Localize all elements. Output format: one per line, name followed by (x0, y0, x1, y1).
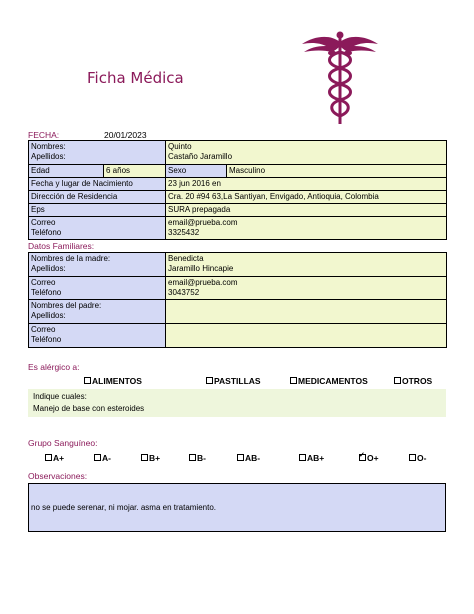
age-label: Edad (29, 165, 104, 178)
contact-value-cell (166, 217, 447, 240)
observations-value: no se puede serenar, ni mojar. asma en tratamiento. (31, 503, 216, 512)
mother-phone-value: 3043752 (168, 288, 200, 297)
address-label: Dirección de Residencia (29, 191, 166, 204)
allergy-option-medicamentos[interactable] (290, 376, 368, 386)
checkbox-icon[interactable] (290, 377, 297, 384)
fecha-value: 20/01/2023 (104, 130, 147, 140)
sex-label: Sexo (166, 165, 227, 178)
blood-option-label: B- (197, 453, 206, 463)
blood-option-label: O- (417, 453, 427, 463)
age-value: 6 años (104, 165, 166, 178)
allergy-which-label: Indique cuales: (33, 392, 87, 401)
blood-section-label: Grupo Sanguíneo: (28, 438, 98, 448)
father-surnames-label: Apellidos: (31, 311, 66, 320)
phone-value: 3325432 (168, 228, 200, 237)
mother-names-label: Nombres de la madre: (31, 254, 111, 263)
allergy-option-label: ALIMENTOS (92, 376, 142, 386)
family-table (28, 252, 447, 348)
checkbox-icon[interactable] (237, 454, 244, 461)
last-name-value: Castaño Jaramillo (168, 152, 233, 161)
blood-option-label: AB- (245, 453, 261, 463)
email-value: email@prueba.com (168, 218, 238, 227)
mother-contact-value-cell (166, 277, 447, 300)
checkbox-icon[interactable] (189, 454, 196, 461)
mother-last-name: Jaramillo Hincapie (168, 264, 234, 273)
checkbox-icon[interactable] (409, 454, 416, 461)
mother-contact-label-cell (29, 277, 166, 300)
checkbox-icon[interactable] (394, 377, 401, 384)
mother-email-value: email@prueba.com (168, 278, 238, 287)
father-contact-label-cell (29, 324, 166, 348)
blood-option-a-minus[interactable] (94, 453, 111, 463)
father-names-label: Nombres del padre: (31, 301, 102, 310)
email-label: Correo (31, 218, 56, 227)
eps-label: Eps (29, 204, 166, 217)
allergy-option-label: MEDICAMENTOS (298, 376, 368, 386)
checkbox-icon[interactable] (141, 454, 148, 461)
father-contact-value-cell (166, 324, 447, 348)
blood-option-ab-plus[interactable] (299, 453, 324, 463)
caduceus-icon (300, 30, 380, 128)
sex-value: Masculino (227, 165, 447, 178)
names-label: Nombres: (31, 142, 66, 151)
blood-option-label: A+ (53, 453, 65, 463)
checkbox-icon[interactable] (84, 377, 91, 384)
mother-email-label: Correo (31, 278, 56, 287)
first-name-value: Quinto (168, 142, 192, 151)
names-label-cell (29, 141, 166, 165)
allergy-which-value: Manejo de base con esteroides (33, 404, 145, 413)
father-label-cell (29, 300, 166, 324)
birth-label: Fecha y lugar de Nacimiento (29, 178, 166, 191)
allergy-option-label: PASTILLAS (214, 376, 261, 386)
blood-option-o-plus[interactable] (359, 453, 379, 463)
blood-option-label: AB+ (307, 453, 325, 463)
contact-label-cell (29, 217, 166, 240)
father-phone-label: Teléfono (31, 335, 62, 344)
checkbox-icon[interactable] (299, 454, 306, 461)
birth-value: 23 jun 2016 en (166, 178, 447, 191)
mother-value-cell (166, 253, 447, 277)
blood-option-ab-minus[interactable] (237, 453, 260, 463)
allergy-details (28, 389, 446, 417)
allergy-options (28, 376, 446, 388)
page-title: Ficha Médica (87, 69, 184, 87)
mother-first-name: Benedicta (168, 254, 204, 263)
allergy-option-label: OTROS (402, 376, 433, 386)
observations-box (28, 483, 446, 532)
allergy-option-otros[interactable] (394, 376, 432, 386)
checkbox-icon[interactable] (206, 377, 213, 384)
checked-checkbox-icon[interactable] (359, 454, 366, 461)
mother-surnames-label: Apellidos: (31, 264, 66, 273)
family-section-label: Datos Familiares: (28, 241, 95, 251)
surnames-label: Apellidos: (31, 152, 66, 161)
blood-option-b-plus[interactable] (141, 453, 160, 463)
allergy-option-alimentos[interactable] (84, 376, 142, 386)
blood-option-label: B+ (149, 453, 161, 463)
names-value-cell (166, 141, 447, 165)
blood-option-a-plus[interactable] (45, 453, 64, 463)
blood-option-o-minus[interactable] (409, 453, 426, 463)
fecha-label: FECHA: (28, 130, 60, 140)
address-value: Cra. 20 #94 63,La Santiyan, Envigado, Antioquia, Colombia (166, 191, 447, 204)
blood-options (28, 453, 446, 465)
eps-value: SURA prepagada (166, 204, 447, 217)
blood-option-label: O+ (367, 453, 379, 463)
checkbox-icon[interactable] (45, 454, 52, 461)
mother-label-cell (29, 253, 166, 277)
father-email-label: Correo (31, 325, 56, 334)
mother-phone-label: Teléfono (31, 288, 62, 297)
father-value-cell (166, 300, 447, 324)
blood-option-label: A- (102, 453, 111, 463)
allergy-section-label: Es alérgico a: (28, 362, 80, 372)
blood-option-b-minus[interactable] (189, 453, 206, 463)
patient-table (28, 140, 447, 240)
phone-label: Teléfono (31, 228, 62, 237)
observations-section-label: Observaciones: (28, 471, 88, 481)
checkbox-icon[interactable] (94, 454, 101, 461)
allergy-option-pastillas[interactable] (206, 376, 261, 386)
